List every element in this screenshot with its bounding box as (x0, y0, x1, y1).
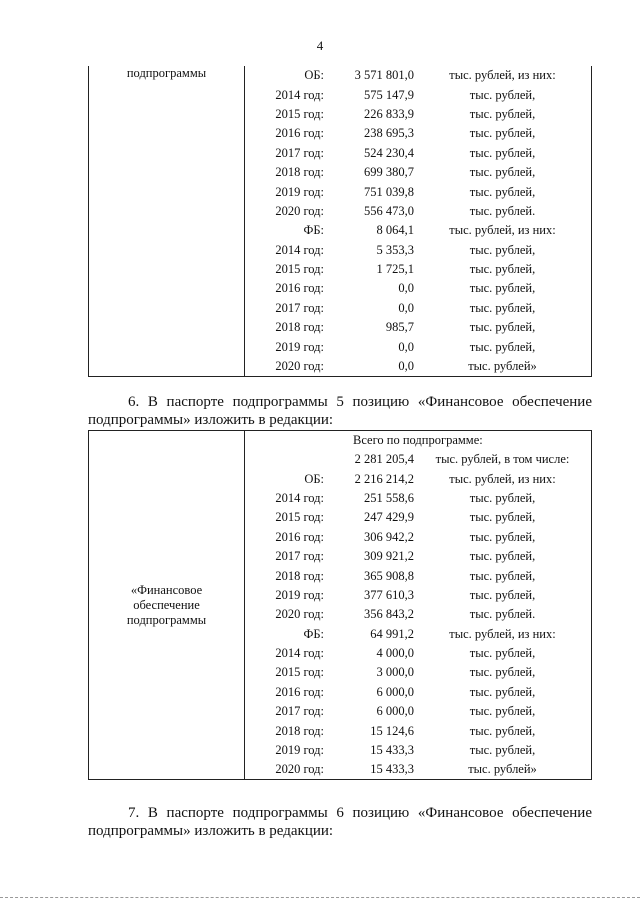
row-key (245, 450, 325, 469)
paragraph-6: 6. В паспорте подпрограммы 5 позицию «Финансовое обеспечение подпрограммы» изложить в редакции: (88, 394, 592, 428)
row-key: 2019 год: (275, 184, 324, 199)
row-key: 2016 год: (275, 126, 324, 141)
row-key: 2016 год: (275, 281, 324, 296)
row-unit: тыс. рублей» (414, 760, 592, 780)
row-unit: тыс. рублей, (414, 318, 592, 337)
row-unit: тыс. рублей, (414, 241, 592, 260)
paragraph-7: 7. В паспорте подпрограммы 6 позицию «Финансовое обеспечение подпрограммы» изложить в редакции: (88, 805, 592, 839)
row-value: 306 942,2 (364, 529, 414, 544)
row-value: 6 000,0 (376, 684, 414, 699)
row-unit: тыс. рублей, (414, 702, 592, 721)
row-key: 2018 год: (275, 165, 324, 180)
row-value: 3 571 801,0 (354, 68, 414, 83)
row-unit: тыс. рублей, (414, 566, 592, 585)
row-value: 751 039,8 (364, 184, 414, 199)
row-unit: тыс. рублей, (414, 163, 592, 182)
label-cell (89, 431, 245, 780)
row-key: 2019 год: (275, 339, 324, 354)
row-key: 2017 год: (275, 145, 324, 160)
row-value: 3 000,0 (376, 665, 414, 680)
row-key: 2018 год: (275, 568, 324, 583)
row-key: 2015 год: (275, 106, 324, 121)
row-key: 2014 год: (275, 242, 324, 257)
row-value: 575 147,9 (364, 87, 414, 102)
row-key: 2015 год: (275, 262, 324, 277)
row-key: 2019 год: (275, 587, 324, 602)
label-line: подпрограммы (126, 612, 207, 627)
label-cell (89, 66, 245, 376)
row-value: 699 380,7 (364, 165, 414, 180)
row-value: 377 610,3 (364, 587, 414, 602)
table-row (89, 66, 592, 85)
row-value: 356 843,2 (364, 607, 414, 622)
row-key: 2015 год: (275, 665, 324, 680)
row-value: 6 000,0 (376, 704, 414, 719)
row-unit: тыс. рублей, (414, 260, 592, 279)
row-unit: тыс. рублей, (414, 124, 592, 143)
row-key: 2018 год: (275, 320, 324, 335)
row-value: 15 433,3 (370, 762, 414, 777)
label-text: подпрограммы (126, 66, 207, 80)
row-unit: тыс. рублей, (414, 105, 592, 124)
row-key: 2016 год: (275, 684, 324, 699)
page-footer-rule (0, 897, 640, 899)
row-value: 4 000,0 (376, 646, 414, 661)
row-value: 985,7 (385, 320, 414, 335)
row-key: 2020 год: (275, 762, 324, 777)
row-unit: тыс. рублей, (414, 547, 592, 566)
row-key: ФБ: (303, 223, 324, 238)
row-unit: тыс. рублей, (414, 528, 592, 547)
row-unit: тыс. рублей, из них: (414, 469, 592, 488)
row-key: 2017 год: (275, 300, 324, 315)
row-unit: тыс. рублей, (414, 683, 592, 702)
row-unit: тыс. рублей, (414, 663, 592, 682)
row-key: 2014 год: (275, 490, 324, 505)
row-key: 2014 год: (275, 87, 324, 102)
row-value: 2 216 214,2 (354, 471, 414, 486)
row-unit: тыс. рублей, (414, 586, 592, 605)
row-key: 2018 год: (275, 723, 324, 738)
row-unit: тыс. рублей, из них: (414, 66, 592, 85)
row-unit: тыс. рублей, (414, 144, 592, 163)
row-value: 524 230,4 (364, 145, 414, 160)
row-value: 238 695,3 (364, 126, 414, 141)
row-unit: тыс. рублей. (414, 605, 592, 624)
row-value: 226 833,9 (364, 106, 414, 121)
row-key: 2017 год: (275, 704, 324, 719)
row-unit: тыс. рублей, из них: (414, 625, 592, 644)
row-key: 2019 год: (275, 743, 324, 758)
row-value: 251 558,6 (364, 490, 414, 505)
row-key: 2020 год: (275, 203, 324, 218)
total-label: Всего по подпрограмме: (245, 431, 592, 451)
row-key: 2020 год: (275, 607, 324, 622)
row-key: ОБ: (304, 471, 324, 486)
row-unit: тыс. рублей» (414, 357, 592, 377)
funding-table-subprogram-4 (88, 66, 592, 377)
row-value: 1 725,1 (376, 262, 414, 277)
row-value: 247 429,9 (364, 510, 414, 525)
row-unit: тыс. рублей, (414, 299, 592, 318)
row-key: 2016 год: (275, 529, 324, 544)
row-unit: тыс. рублей, (414, 741, 592, 760)
row-value: 15 433,3 (370, 743, 414, 758)
total-unit: тыс. рублей, в том числе: (414, 450, 592, 469)
row-unit: тыс. рублей, (414, 489, 592, 508)
row-key: 2020 год: (275, 358, 324, 373)
row-unit: тыс. рублей, (414, 644, 592, 663)
row-value: 64 991,2 (370, 626, 414, 641)
row-unit: тыс. рублей, (414, 508, 592, 527)
row-unit: тыс. рублей. (414, 202, 592, 221)
label-line: обеспечение (133, 597, 200, 612)
row-key: ОБ: (304, 68, 324, 83)
row-unit: тыс. рублей, (414, 85, 592, 104)
row-key: 2017 год: (275, 549, 324, 564)
row-value: 309 921,2 (364, 549, 414, 564)
row-unit: тыс. рублей, (414, 279, 592, 298)
row-value: 0,0 (398, 358, 414, 373)
row-value: 0,0 (398, 281, 414, 296)
row-value: 8 064,1 (376, 223, 414, 238)
total-value: 2 281 205,4 (354, 452, 414, 467)
row-value: 556 473,0 (364, 203, 414, 218)
row-value: 5 353,3 (376, 242, 414, 257)
label-line: «Финансовое (130, 582, 203, 597)
table-row (89, 431, 592, 451)
row-value: 15 124,6 (370, 723, 414, 738)
row-unit: тыс. рублей, из них: (414, 221, 592, 240)
row-key: 2015 год: (275, 510, 324, 525)
row-value: 0,0 (398, 300, 414, 315)
row-value: 0,0 (398, 339, 414, 354)
row-key: ФБ: (303, 626, 324, 641)
row-unit: тыс. рублей, (414, 721, 592, 740)
funding-table-subprogram-5 (88, 430, 592, 780)
row-value: 365 908,8 (364, 568, 414, 583)
row-unit: тыс. рублей, (414, 182, 592, 201)
row-unit: тыс. рублей, (414, 337, 592, 356)
row-key: 2014 год: (275, 646, 324, 661)
page-number: 4 (316, 38, 324, 53)
